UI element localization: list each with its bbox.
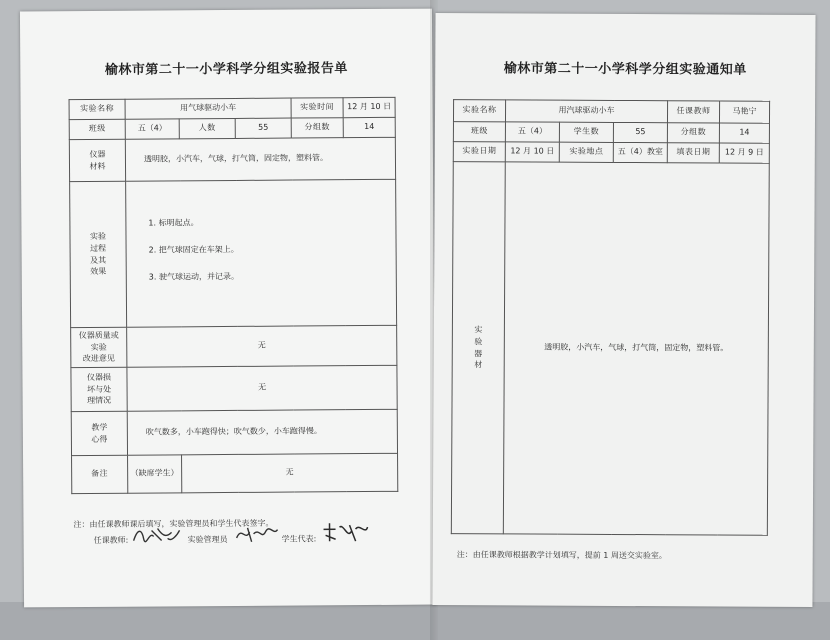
report-row-reflect: [71, 409, 397, 455]
notice-row-date: [453, 142, 769, 164]
name-label: 实验名称: [69, 99, 125, 119]
process-label: [70, 181, 127, 327]
notice-teacher-label: 任课教师: [667, 101, 719, 123]
notice-table: [451, 99, 770, 536]
notice-place-label: 实验地点: [559, 142, 613, 162]
report-row-damage: [71, 365, 397, 411]
notice-name-label: 实验名称: [453, 100, 505, 122]
reflect-value: 吹气数多，小车跑得快；吹气数少，小车跑得慢。: [127, 409, 397, 455]
quality-label-line: 仪器质量或: [78, 330, 119, 341]
notice-title: 榆林市第二十一小学科学分组实验通知单: [503, 61, 747, 78]
quality-label: [71, 327, 127, 367]
quality-label-line: 实验: [90, 342, 107, 352]
notice-equip-char: 材: [474, 360, 483, 370]
notice-row-equip: [451, 162, 769, 536]
notice-equip-char: 验: [474, 337, 483, 347]
report-footnote: 注：由任课教师课后填写，实验管理员和学生代表签字。: [73, 518, 274, 530]
notice-equip-char: 器: [474, 348, 483, 358]
report-title: 榆林市第二十一小学科学分组实验报告单: [104, 61, 348, 78]
groups-label: 分组数: [291, 118, 343, 138]
notice-date-label: 实验日期: [453, 142, 505, 162]
time-label: 实验时间: [291, 98, 343, 118]
notice-students-value: 55: [613, 122, 667, 142]
class-value: 五（4）: [125, 119, 179, 139]
notice-sheet: [432, 13, 815, 607]
process-label-line: 实验: [89, 232, 107, 242]
notice-groups-value: 14: [719, 123, 769, 143]
report-row-class: [69, 117, 395, 139]
quality-value: 无: [127, 325, 397, 367]
notice-filldate-label: 填表日期: [667, 143, 719, 163]
remark-note: （缺席学生）: [128, 455, 182, 493]
report-sheet: [20, 9, 436, 608]
class-label: 班级: [69, 119, 125, 139]
notice-date-value: 12 月 10 日: [505, 142, 559, 162]
process-label-line: 及其: [90, 255, 107, 265]
admin-signature: [234, 524, 280, 546]
damage-label-line: 坏与处: [87, 384, 112, 394]
remark-value: 无: [182, 453, 398, 493]
notice-equip-char: 实: [474, 325, 483, 335]
report-row-name: [69, 97, 395, 119]
notice-row-name: [453, 100, 769, 124]
teacher-sign-label: 任课教师:: [93, 535, 129, 545]
notice-teacher-value: 马艳宁: [719, 101, 769, 123]
notice-groups-label: 分组数: [667, 123, 719, 143]
reflect-label: [71, 411, 127, 455]
desk-surface: [0, 602, 830, 640]
student-signature: [321, 521, 369, 545]
report-row-process: [70, 179, 397, 327]
equip-label-line: 材料: [89, 161, 106, 171]
damage-value: 无: [127, 365, 397, 411]
equip-label-line: 仪器: [89, 149, 106, 159]
notice-name-value: 用汽球驱动小车: [505, 100, 667, 123]
report-row-remark: [72, 453, 398, 493]
reflect-label-line: 心得: [91, 434, 108, 444]
notice-equip-label: [451, 162, 505, 534]
notice-place-value: 五（4）教室: [613, 142, 667, 162]
process-label-line: 过程: [90, 243, 107, 253]
remark-label: 备注: [72, 455, 128, 493]
process-step: 2. 把气球固定在车架上。: [148, 245, 239, 255]
report-table: [69, 97, 399, 494]
quality-label-line: 改进意见: [82, 354, 115, 364]
equip-label: [69, 139, 125, 181]
process-step: 1. 标明起点。: [148, 218, 199, 228]
damage-label-line: 仪器损: [86, 372, 112, 383]
notice-filldate-value: 12 月 9 日: [719, 143, 769, 163]
student-sign-label: 学生代表:: [281, 534, 317, 544]
notice-class-label: 班级: [453, 122, 505, 142]
people-label: 人数: [179, 118, 235, 138]
teacher-signature: [132, 524, 182, 546]
notice-students-label: 学生数: [559, 122, 613, 142]
notice-equip-value: 透明胶，小汽车，气球，打气筒，固定物，塑料管。: [503, 162, 769, 535]
damage-label-line: 理情况: [87, 396, 112, 406]
report-row-quality: [71, 325, 397, 367]
notice-row-class: [453, 122, 769, 144]
reflect-label-line: 教学: [91, 422, 108, 432]
process-step: 3. 驶气球运动，并记录。: [148, 271, 239, 282]
report-row-equip: [69, 137, 395, 181]
people-value: 55: [235, 118, 291, 138]
notice-footnote: 注：由任课教师根据教学计划填写，提前 1 周送交实验室。: [456, 550, 667, 561]
notice-class-value: 五（4）: [505, 122, 559, 142]
admin-sign-label: 实验管理员: [187, 535, 228, 545]
groups-value: 14: [343, 117, 395, 137]
equip-value: 透明胶，小汽车，气球，打气筒，固定物，塑料管。: [125, 137, 395, 181]
damage-label: [71, 367, 127, 411]
time-value: 12 月 10 日: [343, 97, 395, 117]
process-label-line: 效果: [90, 266, 107, 277]
process-steps: [126, 179, 397, 327]
name-value: 用气球驱动小车: [125, 98, 291, 119]
